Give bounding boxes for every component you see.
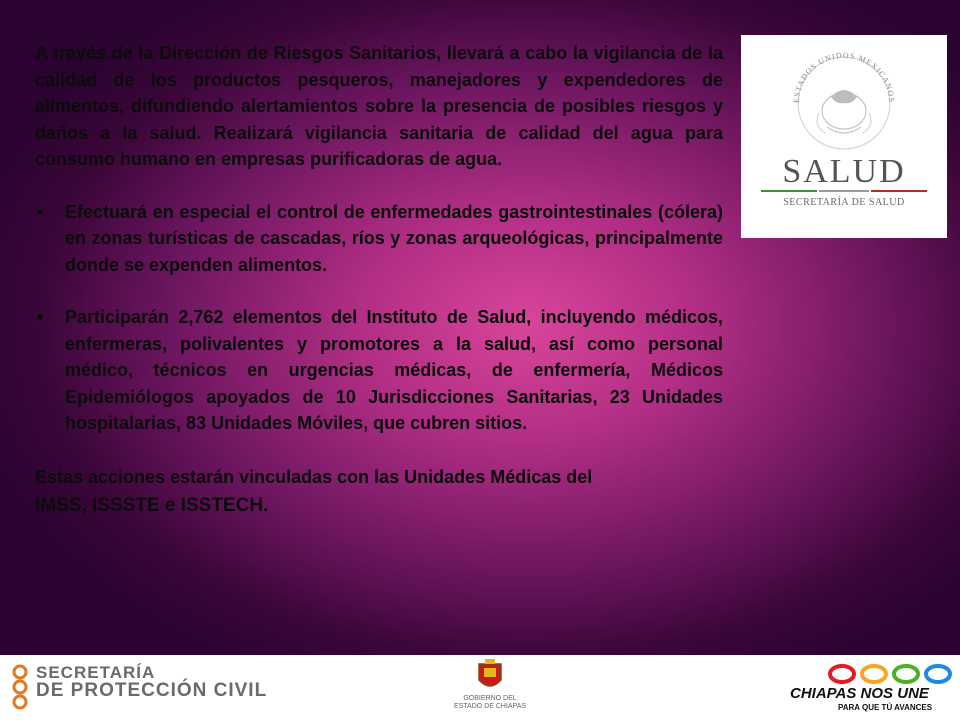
seal-text: ESTADOS UNIDOS MEXICANOS: [791, 50, 897, 104]
bullet-text: Efectuará en especial el control de enfermedades gastrointestinales (cólera) en zonas turísticas de cascadas, ríos y zonas arqueológicas, principalmente donde se expenden alimentos.: [65, 201, 723, 275]
proteccion-civil-rings-icon: [8, 663, 32, 713]
closing-line-2: IMSS, ISSSTE e ISSTECH.: [35, 494, 269, 516]
bullet-text: Participarán 2,762 elementos del Instituto de Salud, incluyendo médicos, enfermeras, polivalentes y promotores a la salud, así como personal médico, técnicos en urgencias médicas, de enfermería, Médicos Epidemiólogos apoyados de 10 Jurisdicciones Sanitarias, 23 Unidades hospitalarias, 83 Unidades Móviles, que cubren sitios.: [65, 307, 723, 433]
footer-bar: [0, 655, 960, 720]
bullet-item: [35, 304, 723, 437]
gobierno-line-1: GOBIERNO DEL: [463, 695, 517, 702]
proteccion-civil-line-1: SECRETARÍA: [36, 663, 156, 682]
chiapas-nos-une-logo: CHIAPAS NOS UNE: [790, 685, 929, 702]
bullet-icon: •: [37, 201, 44, 222]
chiapas-nos-une-rings-icon: [828, 663, 952, 685]
chiapas-slogan: PARA QUE TÚ AVANCES: [838, 703, 933, 712]
bullet-icon: •: [37, 307, 44, 327]
chiapas-coat-of-arms-icon: [476, 658, 504, 694]
proteccion-civil-line-2: DE PROTECCIÓN CIVIL: [36, 680, 268, 701]
logo-gray-rule: [819, 190, 869, 192]
proteccion-civil-logo: [36, 664, 267, 700]
slide-text-body: [35, 40, 723, 520]
salud-subtitle: SECRETARÍA DE SALUD: [783, 197, 905, 208]
salud-wordmark: SALUD: [782, 153, 906, 190]
closing-paragraph: [35, 463, 723, 520]
logo-green-rule: [761, 190, 817, 192]
salud-logo: [741, 35, 947, 238]
closing-line-1: Estas acciones estarán vinculadas con las Unidades Médicas del: [35, 466, 593, 487]
mexican-seal-icon: [741, 35, 947, 153]
gobierno-chiapas-logo: [430, 695, 550, 711]
logo-red-rule: [871, 190, 927, 192]
bullet-item: [35, 199, 723, 279]
intro-paragraph: A través de la Dirección de Riesgos Sanitarios, llevará a cabo la vigilancia de la calidad de los productos pesqueros, manejadores y expendedores de alimentos, difundiendo alertamientos sobre la presencia de posibles riesgos y daños a la salud. Realizará vigilancia sanitaria de calidad del agua para consumo humano en empresas purificadoras de agua.: [35, 43, 723, 169]
gobierno-line-2: ESTADO DE CHIAPAS: [453, 703, 527, 710]
